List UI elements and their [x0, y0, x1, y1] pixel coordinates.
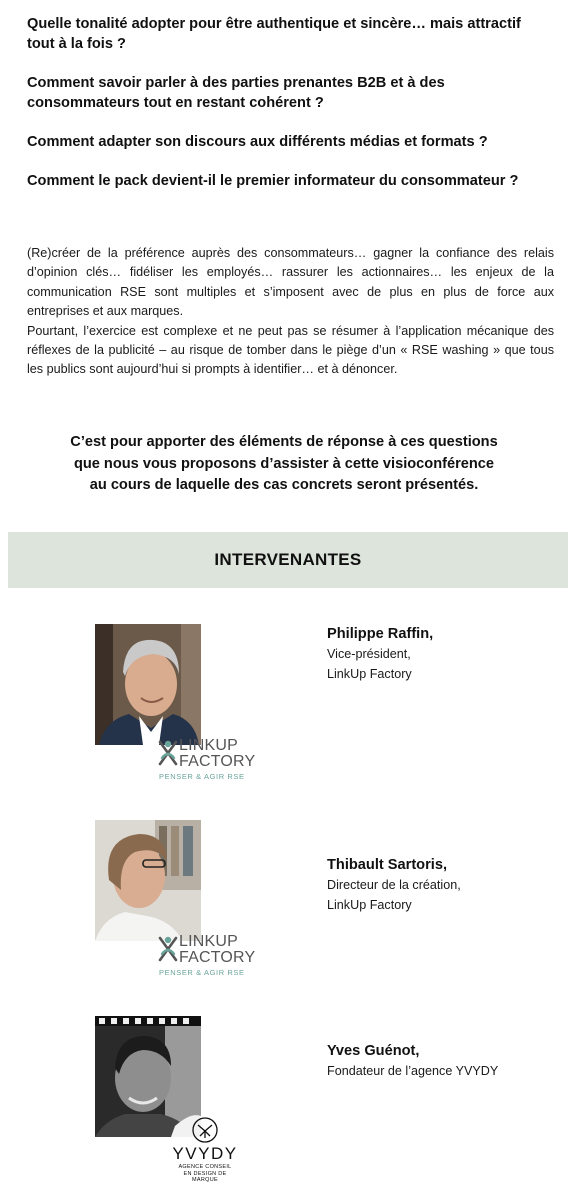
questions-list: [27, 14, 547, 210]
question-4: Comment le pack devient-il le premier informateur du consommateur ?: [27, 173, 519, 189]
conclusion-line-3: au cours de laquelle des cas concrets seront présentés.: [89, 477, 479, 493]
linkup-factory-logo: [157, 738, 257, 786]
speaker-role: Directeur de la création,: [327, 878, 461, 892]
speaker-company: LinkUp Factory: [327, 898, 412, 912]
linkup-tagline: PENSER & AGIR RSE: [159, 968, 245, 977]
speaker-info-3: [327, 1041, 498, 1081]
speaker-name: Philippe Raffin,: [327, 626, 434, 642]
speaker-photo-philippe: [95, 624, 201, 745]
yvydy-logo: [170, 1116, 240, 1186]
linkup-figure-icon: [157, 738, 179, 768]
section-header-band: [8, 532, 568, 588]
speaker-photo-thibault: [95, 820, 201, 941]
speaker-company: LinkUp Factory: [327, 667, 412, 681]
section-title: INTERVENANTES: [214, 550, 362, 569]
speaker-info-1: [327, 624, 433, 684]
yvydy-tagline: AGENCE CONSEIL EN DESIGN DE MARQUE: [178, 1164, 232, 1183]
speaker-info-2: [327, 855, 461, 915]
speaker-name: Thibault Sartoris,: [327, 857, 448, 873]
conclusion-text: [20, 432, 548, 497]
question-3: Comment adapter son discours aux différents médias et formats ?: [27, 134, 488, 150]
intro-paragraph-1: (Re)créer de la préférence auprès des consommateurs… gagner la confiance des relais d’opinion clés… fidéliser les employés… rassurer les actionnaires… les enjeux de la communication RSE sont multiples et s’imposent avec de plus en plus de force aux entreprises et aux marques.: [27, 246, 554, 319]
yvydy-wordmark: YVYDY: [172, 1144, 238, 1163]
conclusion-line-1: C’est pour apporter des éléments de réponse à ces questions: [70, 434, 498, 450]
conclusion-line-2: que nous vous proposons d’assister à cette visioconférence: [73, 455, 495, 472]
speaker-role: Vice-président,: [327, 647, 411, 661]
question-2: Comment savoir parler à des parties prenantes B2B et à des consommateurs tout en restant cohérent ?: [27, 75, 445, 111]
linkup-factory-logo: [157, 934, 257, 982]
yvydy-emblem-icon: [191, 1116, 219, 1144]
linkup-wordmark: LINKUP FACTORY: [179, 933, 256, 966]
intro-text: [27, 244, 554, 380]
speaker-name: Yves Guénot,: [327, 1043, 420, 1059]
speaker-role: Fondateur de l’agence YVYDY: [327, 1064, 499, 1078]
linkup-wordmark: LINKUP FACTORY: [179, 737, 256, 770]
linkup-tagline: PENSER & AGIR RSE: [159, 772, 245, 781]
question-1: Quelle tonalité adopter pour être authentique et sincère… mais attractif tout à la fois ?: [27, 16, 521, 52]
linkup-figure-icon: [157, 934, 179, 964]
intro-paragraph-2: Pourtant, l’exercice est complexe et ne peut pas se résumer à l’application mécanique des réflexes de la publicité – au risque de tomber dans le piège d’un « RSE washing » que tous les publics sont aujourd’hui si prompts à identifier… et à dénoncer.: [27, 323, 554, 377]
